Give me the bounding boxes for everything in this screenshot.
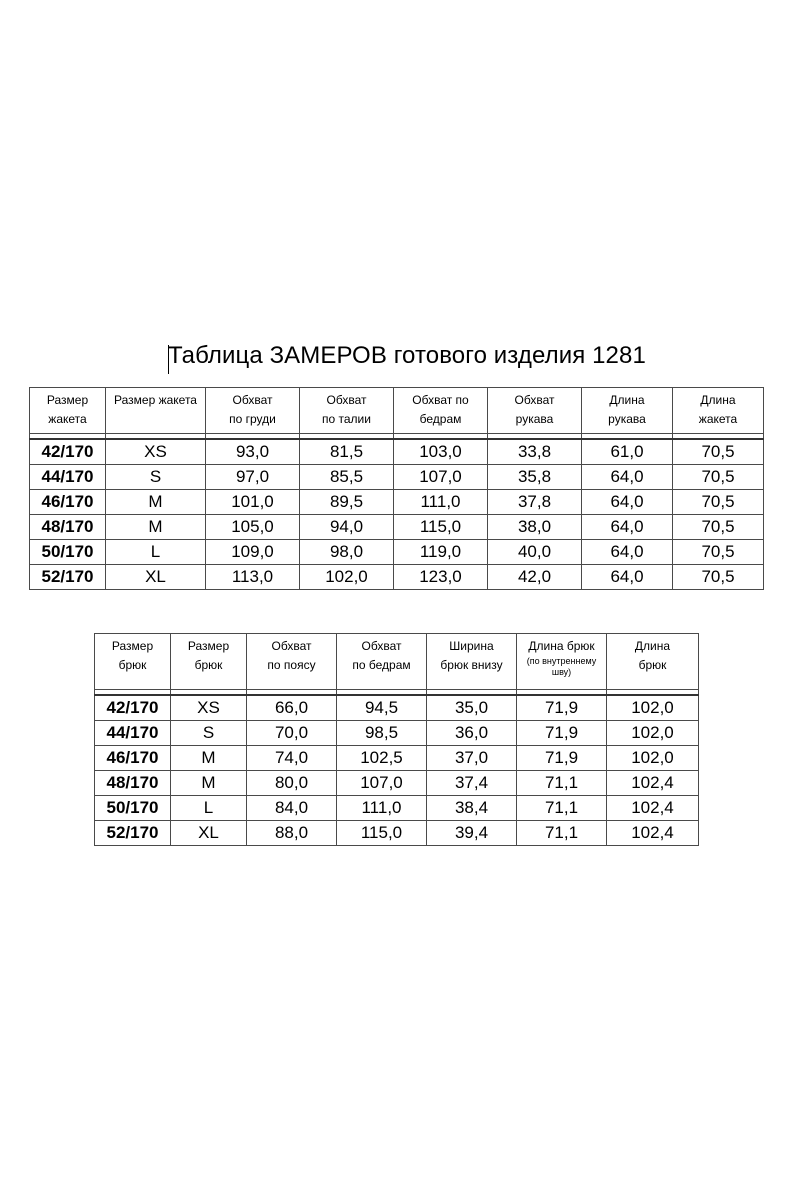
table-header-row	[30, 388, 764, 434]
table-cell: L	[171, 796, 247, 821]
table-cell: 109,0	[206, 540, 300, 565]
column-header: Размер жакета	[30, 388, 106, 434]
table-cell: M	[106, 490, 206, 515]
table-cell: XS	[106, 439, 206, 465]
table-cell: 70,5	[673, 439, 764, 465]
table-cell: 64,0	[582, 465, 673, 490]
table-cell: 102,0	[607, 721, 699, 746]
table-cell: 35,0	[427, 695, 517, 721]
column-header: Длина брюк	[607, 634, 699, 690]
table-cell: 71,9	[517, 721, 607, 746]
jacket-measurements-table	[29, 387, 764, 590]
table-cell: 102,0	[607, 746, 699, 771]
table-cell: 74,0	[247, 746, 337, 771]
page-title: Таблица ЗАМЕРОВ готового изделия 1281	[168, 342, 646, 369]
column-header: Обхват по талии	[300, 388, 394, 434]
table-row	[30, 540, 764, 565]
table-cell: 111,0	[337, 796, 427, 821]
table-cell: 94,5	[337, 695, 427, 721]
table-cell: 39,4	[427, 821, 517, 846]
table-cell: L	[106, 540, 206, 565]
table-cell: M	[106, 515, 206, 540]
table-cell: XL	[171, 821, 247, 846]
table-cell: 50/170	[30, 540, 106, 565]
table-cell: M	[171, 771, 247, 796]
table-cell: 102,0	[607, 695, 699, 721]
column-header: Обхват по бедрам	[394, 388, 488, 434]
table-cell: 46/170	[95, 746, 171, 771]
table-cell: XL	[106, 565, 206, 590]
table-row	[95, 821, 699, 846]
column-header: Ширина брюк внизу	[427, 634, 517, 690]
table-cell: 113,0	[206, 565, 300, 590]
table-cell: 80,0	[247, 771, 337, 796]
table-cell: 71,9	[517, 695, 607, 721]
column-header: Длина брюк (по внутреннему шву)	[517, 634, 607, 690]
table-cell: 64,0	[582, 515, 673, 540]
column-header: Размер брюк	[171, 634, 247, 690]
table-cell: 102,5	[337, 746, 427, 771]
column-header: Обхват по груди	[206, 388, 300, 434]
table-row	[30, 515, 764, 540]
column-header: Длина рукава	[582, 388, 673, 434]
table-row	[95, 771, 699, 796]
table-cell: 102,4	[607, 821, 699, 846]
table-cell: 44/170	[95, 721, 171, 746]
table-cell: 81,5	[300, 439, 394, 465]
table-cell: 101,0	[206, 490, 300, 515]
table-cell: 71,1	[517, 771, 607, 796]
table-cell: 36,0	[427, 721, 517, 746]
table-cell: 98,5	[337, 721, 427, 746]
table-cell: 42/170	[30, 439, 106, 465]
table-cell: 111,0	[394, 490, 488, 515]
column-header: Обхват рукава	[488, 388, 582, 434]
table-cell: 38,4	[427, 796, 517, 821]
table-cell: 115,0	[394, 515, 488, 540]
table-cell: 93,0	[206, 439, 300, 465]
table-cell: 98,0	[300, 540, 394, 565]
table-cell: 70,5	[673, 515, 764, 540]
column-header: Обхват по поясу	[247, 634, 337, 690]
table-cell: 70,5	[673, 490, 764, 515]
table-row	[30, 439, 764, 465]
column-header: Размер брюк	[95, 634, 171, 690]
table-cell: 64,0	[582, 540, 673, 565]
table-cell: 103,0	[394, 439, 488, 465]
table-cell: 102,4	[607, 796, 699, 821]
table-cell: M	[171, 746, 247, 771]
table-cell: 97,0	[206, 465, 300, 490]
table-row	[30, 565, 764, 590]
table-cell: 42,0	[488, 565, 582, 590]
table-cell: 48/170	[95, 771, 171, 796]
table-header-row	[95, 634, 699, 690]
table-cell: 71,1	[517, 821, 607, 846]
table-cell: 85,5	[300, 465, 394, 490]
table-cell: 71,9	[517, 746, 607, 771]
table-cell: 42/170	[95, 695, 171, 721]
table-row	[95, 746, 699, 771]
table-row	[95, 721, 699, 746]
table-cell: 84,0	[247, 796, 337, 821]
table-row	[30, 490, 764, 515]
table-cell: 48/170	[30, 515, 106, 540]
table-cell: S	[106, 465, 206, 490]
table-cell: 107,0	[394, 465, 488, 490]
table-cell: 115,0	[337, 821, 427, 846]
table-cell: 119,0	[394, 540, 488, 565]
table-cell: 52/170	[95, 821, 171, 846]
table-cell: 64,0	[582, 565, 673, 590]
table-row	[95, 796, 699, 821]
table-cell: 89,5	[300, 490, 394, 515]
table-cell: 70,0	[247, 721, 337, 746]
table-cell: 102,4	[607, 771, 699, 796]
table-cell: 52/170	[30, 565, 106, 590]
table-cell: 61,0	[582, 439, 673, 465]
table-cell: 40,0	[488, 540, 582, 565]
table-cell: 88,0	[247, 821, 337, 846]
column-header: Размер жакета	[106, 388, 206, 434]
table-cell: 70,5	[673, 565, 764, 590]
table-cell: 70,5	[673, 540, 764, 565]
table-cell: 37,4	[427, 771, 517, 796]
table-cell: 102,0	[300, 565, 394, 590]
trouser-measurements-table	[94, 633, 699, 846]
table-cell: XS	[171, 695, 247, 721]
table-cell: S	[171, 721, 247, 746]
table-cell: 123,0	[394, 565, 488, 590]
table-cell: 71,1	[517, 796, 607, 821]
table-cell: 50/170	[95, 796, 171, 821]
table-cell: 44/170	[30, 465, 106, 490]
table-cell: 105,0	[206, 515, 300, 540]
column-header: Длина жакета	[673, 388, 764, 434]
table-row	[30, 465, 764, 490]
table-cell: 38,0	[488, 515, 582, 540]
table-row	[95, 695, 699, 721]
table-cell: 37,0	[427, 746, 517, 771]
table-cell: 35,8	[488, 465, 582, 490]
table-cell: 37,8	[488, 490, 582, 515]
table-cell: 107,0	[337, 771, 427, 796]
table-cell: 66,0	[247, 695, 337, 721]
table-cell: 94,0	[300, 515, 394, 540]
table-cell: 46/170	[30, 490, 106, 515]
table-cell: 33,8	[488, 439, 582, 465]
column-header: Обхват по бедрам	[337, 634, 427, 690]
table-cell: 70,5	[673, 465, 764, 490]
table-cell: 64,0	[582, 490, 673, 515]
